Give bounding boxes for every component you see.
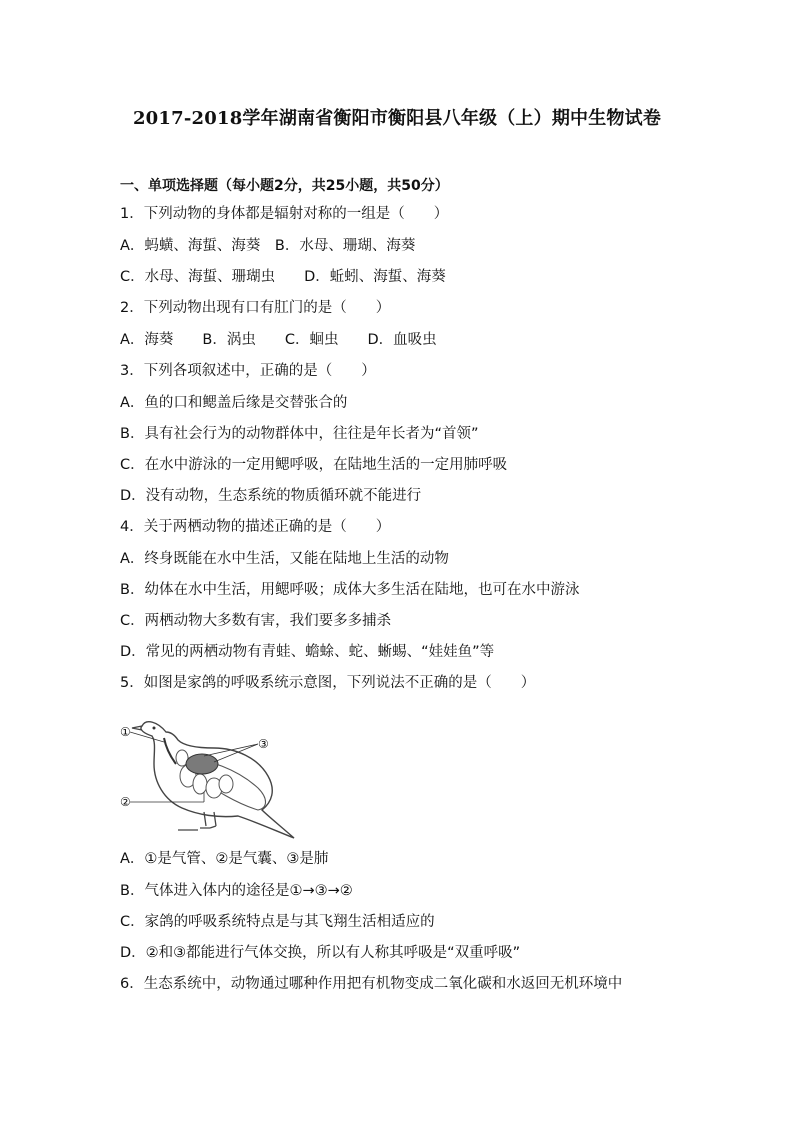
question-2-options: A．海葵 B．涡虫 C．蛔虫 D．血吸虫	[120, 332, 437, 348]
figure-label-1: ①	[120, 725, 131, 739]
question-6-stem: 6．生态系统中，动物通过哪种作用把有机物变成二氧化碳和水返回无机环境中	[120, 976, 623, 992]
question-4-option-b: B．幼体在水中生活，用鳃呼吸；成体大多生活在陆地，也可在水中游泳	[120, 582, 580, 598]
figure-label-2: ②	[120, 795, 131, 809]
question-4-option-d: D．常见的两栖动物有青蛙、蟾蜍、蛇、蜥蜴、“娃娃鱼”等	[120, 644, 495, 660]
question-1-options-cd: C．水母、海蜇、珊瑚虫 D．蚯蚓、海蜇、海葵	[120, 269, 446, 285]
pigeon-diagram	[118, 712, 298, 840]
figure-label-3: ③	[258, 737, 269, 751]
question-3-stem: 3．下列各项叙述中，正确的是（ ）	[120, 363, 376, 379]
pigeon-respiratory-figure	[118, 712, 298, 840]
question-3-option-a: A．鱼的口和鳃盖后缘是交替张合的	[120, 395, 348, 411]
question-4-stem: 4．关于两栖动物的描述正确的是（ ）	[120, 519, 391, 535]
question-2-stem: 2．下列动物出现有口有肛门的是（ ）	[120, 300, 391, 316]
section-heading: 一、单项选择题（每小题2分，共25小题，共50分）	[120, 178, 449, 194]
question-4-option-a: A．终身既能在水中生活，又能在陆地上生活的动物	[120, 551, 449, 567]
question-1-options-ab: A．蚂蟥、海蜇、海葵 B．水母、珊瑚、海葵	[120, 238, 416, 254]
question-1-stem: 1．下列动物的身体都是辐射对称的一组是（ ）	[120, 206, 449, 222]
question-5-stem: 5．如图是家鸽的呼吸系统示意图，下列说法不正确的是（ ）	[120, 675, 536, 691]
question-5-option-a: A．①是气管、②是气囊、③是肺	[120, 851, 329, 867]
question-5-option-b: B．气体进入体内的途径是①→③→②	[120, 883, 353, 899]
exam-title: 2017-2018学年湖南省衡阳市衡阳县八年级（上）期中生物试卷	[132, 108, 662, 129]
question-5-option-d: D．②和③都能进行气体交换，所以有人称其呼吸是“双重呼吸”	[120, 945, 521, 961]
question-4-option-c: C．两栖动物大多数有害，我们要多多捕杀	[120, 613, 392, 629]
question-5-option-c: C．家鸽的呼吸系统特点是与其飞翔生活相适应的	[120, 914, 435, 930]
question-3-option-b: B．具有社会行为的动物群体中，往往是年长者为“首领”	[120, 426, 479, 442]
question-3-option-d: D．没有动物，生态系统的物质循环就不能进行	[120, 488, 422, 504]
question-3-option-c: C．在水中游泳的一定用鳃呼吸，在陆地生活的一定用肺呼吸	[120, 457, 508, 473]
